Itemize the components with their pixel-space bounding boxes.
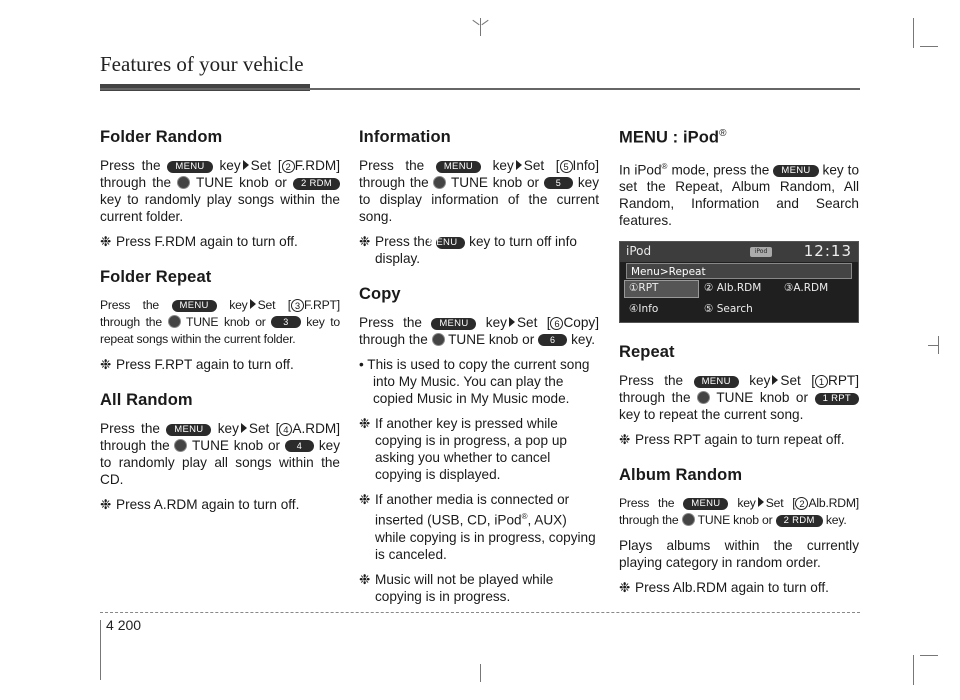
circled-number: 5: [560, 160, 573, 173]
column-1: [100, 128, 340, 531]
note: ❉ If another media is connected or inserted (USB, CD, iPod®, AUX) while copying is in progress, copying is canceled.: [359, 492, 596, 562]
arrow-right-icon: [758, 497, 764, 507]
screen-ipod-badge: iPod: [750, 247, 772, 257]
screen-menu-path: Menu>Repeat: [626, 263, 852, 279]
note: ❉ Press F.RDM again to turn off.: [100, 234, 298, 249]
menu-key-icon: MENU: [436, 237, 465, 249]
section-title: Album Random: [619, 466, 743, 485]
number-key-icon: 5: [544, 177, 573, 189]
circled-number: 4: [279, 423, 292, 436]
screen-option-ardm: ③A.RDM: [784, 282, 829, 295]
arrow-right-icon: [516, 160, 522, 170]
tune-knob-icon: [682, 513, 695, 526]
column-3: [619, 128, 859, 614]
note: ❉ Press F.RPT again to turn off.: [100, 357, 294, 372]
tune-knob-icon: [168, 315, 181, 328]
menu-key-icon: MENU: [773, 165, 818, 177]
folder-repeat-text: Press the MENU key Set [ 3 F.RPT] through the TUNE knob or 3 key to repeat songs within the current folder.: [100, 298, 340, 346]
number-key-icon: 4: [285, 440, 314, 452]
circled-number: 3: [291, 299, 304, 312]
copy-section: [359, 285, 599, 605]
information-text: Press the MENU key Set [ 5 Info] through the TUNE knob or 5 key to display information of the current song.: [359, 158, 599, 224]
rpt-key-icon: 1 RPT: [815, 393, 859, 405]
section-title: All Random: [100, 391, 193, 409]
section-title: MENU : iPod®: [619, 128, 727, 147]
ipod-menu-screen: [619, 241, 859, 323]
screen-option-info: ④Info: [629, 303, 659, 316]
repeat-text: Press the MENU key Set [ 1 RPT] through the TUNE knob or 1 RPT key to repeat the current song.: [619, 373, 859, 423]
note: ❉ If another key is pressed while copying is in progress, a pop up asking you whether to cancel copying is displayed.: [359, 416, 567, 482]
column-2: [359, 128, 599, 623]
copy-text: Press the MENU key Set [ 6 Copy] through the TUNE knob or 6 key.: [359, 315, 599, 347]
all-random-section: [100, 391, 340, 513]
number-key-icon: 6: [538, 334, 567, 346]
album-random-section: [619, 466, 859, 596]
arrow-right-icon: [241, 423, 247, 433]
menu-ipod-section: [619, 128, 859, 229]
arrow-right-icon: [250, 299, 256, 309]
header-rule: [100, 88, 860, 90]
note: ❉ Press the MENU key to turn off info display.: [359, 234, 577, 266]
section-title: Folder Repeat: [100, 268, 212, 286]
note: ❉ Press RPT again to turn repeat off.: [619, 432, 845, 448]
folder-repeat-section: [100, 268, 340, 373]
album-random-description: Plays albums within the currently playing category in random order.: [619, 538, 859, 571]
footer-rule: [100, 612, 860, 613]
all-random-text: Press the MENU key Set [ 4 A.RDM] through the TUNE knob or 4 key to randomly play all songs within the CD.: [100, 421, 340, 487]
menu-key-icon: MENU: [694, 376, 739, 388]
circled-number: 2: [282, 160, 295, 173]
folder-random-section: [100, 128, 340, 250]
page-header-title: Features of your vehicle: [100, 52, 304, 76]
tune-knob-icon: [433, 176, 446, 189]
menu-key-icon: MENU: [172, 300, 217, 312]
tune-knob-icon: [174, 439, 187, 452]
menu-key-icon: MENU: [167, 161, 212, 173]
repeat-section: [619, 343, 859, 448]
note: ❉ Music will not be played while copying is in progress.: [359, 571, 554, 604]
screen-option-albrdm: ② Alb.RDM: [704, 282, 762, 295]
bullet-item: • This is used to copy the current song into My Music. You can play the copied Music in My Music mode.: [359, 357, 590, 406]
tune-knob-icon: [697, 391, 710, 404]
page-number: 4 200: [106, 617, 142, 633]
section-title: Copy: [359, 285, 401, 303]
menu-key-icon: MENU: [683, 498, 728, 510]
arrow-right-icon: [243, 160, 249, 170]
menu-key-icon: MENU: [431, 318, 476, 330]
album-random-text: Press the MENU key Set [ 2 Alb.RDM] through the TUNE knob or 2 RDM key.: [619, 496, 859, 528]
arrow-right-icon: [772, 375, 778, 385]
note: ❉ Press Alb.RDM again to turn off.: [619, 580, 829, 596]
arrow-right-icon: [509, 317, 515, 327]
section-title: Repeat: [619, 343, 675, 362]
menu-key-icon: MENU: [436, 161, 481, 173]
circled-number: 6: [550, 317, 563, 330]
number-key-icon: 3: [271, 316, 300, 328]
screen-option-rpt: ①RPT: [629, 282, 659, 295]
screen-option-search: ⑤ Search: [704, 303, 753, 316]
rdm-key-icon: 2 RDM: [776, 515, 823, 527]
tune-knob-icon: [432, 333, 445, 346]
screen-source-label: iPod: [626, 244, 652, 259]
screen-clock: 12:13: [803, 242, 852, 261]
menu-key-icon: MENU: [166, 424, 211, 436]
folder-random-text: Press the MENU key Set [ 2 F.RDM] through the TUNE knob or 2 RDM key to randomly play songs within the current folder.: [100, 158, 340, 224]
rdm-key-icon: 2 RDM: [293, 178, 340, 190]
tune-knob-icon: [177, 176, 190, 189]
circled-number: 1: [815, 375, 828, 388]
circled-number: 2: [795, 497, 808, 510]
note: ❉ Press A.RDM again to turn off.: [100, 497, 300, 512]
section-title: Information: [359, 128, 451, 146]
section-title: Folder Random: [100, 128, 223, 146]
menu-ipod-text: In iPod® mode, press the MENU key to set the Repeat, Album Random, All Random, Information and Search features.: [619, 161, 860, 229]
information-section: [359, 128, 599, 267]
